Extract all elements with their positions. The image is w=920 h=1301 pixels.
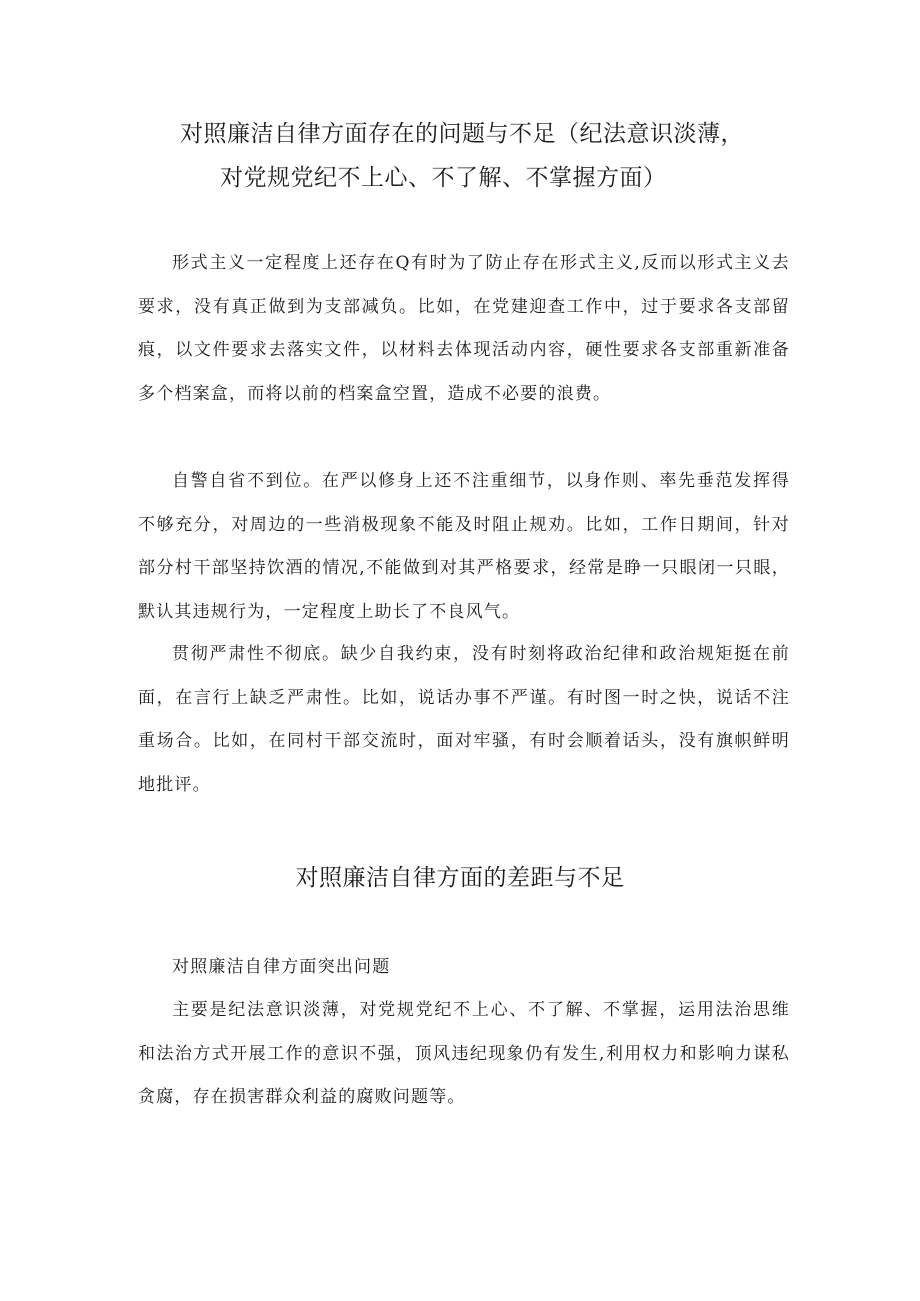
document-title [110, 112, 810, 200]
paragraph-formalism: 形式主义一定程度上还存在Q有时为了防止存在形式主义,反而以形式主义去要求，没有真正做到为支部减负。比如，在党建迎查工作中，过于要求各支部留痕，以文件要求去落实文件，以材料去体现活动内容，硬性要求各支部重新准备多个档案盒，而将以前的档案盒空置，造成不必要的浪费。 [138, 253, 790, 404]
section-heading: 对照廉洁自律方面的差距与不足 [295, 865, 625, 891]
document-title-line-2: 对党规党纪不上心、不了解、不掌握方面） [220, 165, 667, 191]
paragraph-seriousness: 贯彻严肃性不彻底。缺少自我约束，没有时刻将政治纪律和政治规矩挺在前面，在言行上缺乏严肃性。比如，说话办事不严谨。有时图一时之快，说话不注重场合。比如，在同村干部交流时，面对牢骚，有时会顺着话头，没有旗帜鲜明地批评。 [138, 644, 790, 795]
section-lead: 对照廉洁自律方面突出问题 [172, 957, 391, 977]
paragraph-self-discipline: 自警自省不到位。在严以修身上还不注重细节，以身作则、率先垂范发挥得不够充分，对周边的一些消极现象不能及时阻止规劝。比如，工作日期间，针对部分村干部坚持饮酒的情况,不能做到对其严格要求，经常是睁一只眼闭一只眼，默认其违规行为，一定程度上助长了不良风气。 [138, 471, 790, 622]
document-title-line-1: 对照廉洁自律方面存在的问题与不足（纪法意识淡薄， [180, 121, 744, 147]
paragraph-main-issues: 主要是纪法意识淡薄，对党规党纪不上心、不了解、不掌握，运用法治思维和法治方式开展工作的意识不强，顶风违纪现象仍有发生,利用权力和影响力谋私贪腐，存在损害群众利益的腐败问题等。 [138, 1000, 790, 1107]
